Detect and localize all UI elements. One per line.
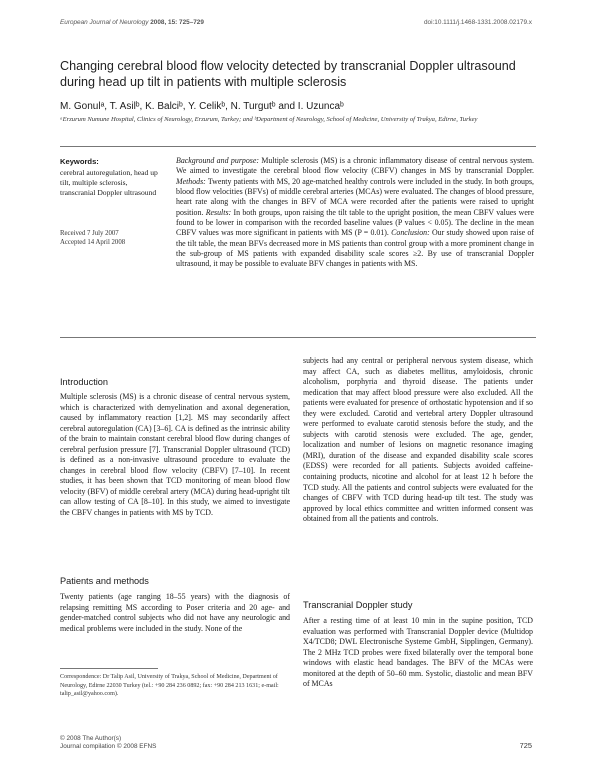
abstract-conclusion-label: Conclusion: (391, 228, 430, 238)
copyright-line: © 2008 The Author(s) (60, 735, 122, 742)
footnote-rule (60, 668, 158, 669)
page-number: 725 (519, 741, 532, 750)
tcd-heading: Transcranial Doppler study (303, 600, 413, 610)
abstract-results-text: In both groups, upon raising the tilt table to the upright position, the mean CBFV values were found to be lower in comparison with the recorded baseline values (P values < 0.05). The decline in the mean CBFV values was more significant in patients with MS (P = 0.01). (176, 207, 535, 238)
introduction-text: Multiple sclerosis (MS) is a chronic disease of central nervous system, which is characterized with demyelination and axonal degeneration, caused by inflammatory reaction [1,2]. MS may secondarily affect cerebral autoregulation (CA) [3–6]. CA is defined as the intrinsic ability of the brain to maintain constant cerebral blood flow during changes of cerebral perfusion pressure [7]. Transcranial Doppler ultrasound (TCD) is defined as a non-invasive ultrasound procedure to evaluate the changes in cerebral blood flow velocity (CBFV) [7–10]. In recent studies, it has been shown that TCD monitoring of mean blood flow velocity (BFV) of middle cerebral artery (MCA) during head-upright tilt can allow testing of CA [8–10]. In this study, we aimed to investigate the CBFV changes in patients with MS by TCD. (60, 392, 290, 518)
journal-name: European Journal of Neurology (60, 19, 149, 26)
methods-text: Twenty patients (age ranging 18–55 years) with the diagnosis of relapsing remitting MS according to Poser criteria and 20 age- and gender-matched control subjects who did not have any neurologic and medical problems were included in the study. None of the (60, 592, 290, 633)
abstract (176, 156, 534, 270)
divider-top (60, 146, 536, 147)
correspondence-note: Correspondence: Dr Talip Asil, University of Trakya, School of Medicine, Department of Neurology, Edirne 22030 Turkey (tel.: +90 284 236 0892; fax: +90 284 213 1631; e-mail: talip_asil@yahoo.com). (60, 674, 279, 698)
running-header-journal (60, 19, 204, 26)
tcd-text: After a resting time of at least 10 min in the supine position, TCD evaluation was performed with Transcranial Doppler device (Multidop X4/TCD8; DWL Electronische Systeme GmbH, Sipplingen, Germany). The 2 MHz TCD probes were fixed bilaterally over the temporal bone windows with elastic head bandages. The BFV of the MCAs were monitored at the depth of 50–60 mm. Systolic, diastolic and mean BFV of MCAs (303, 616, 533, 689)
keywords-list: cerebral autoregulation, head up tilt, multiple sclerosis, transcranial Doppler ultrasound (60, 168, 158, 197)
article-title: Changing cerebral blood flow velocity detected by transcranial Doppler ultrasound during head up tilt in patients with multiple sclerosis (60, 59, 516, 89)
accepted-date: Accepted 14 April 2008 (60, 239, 126, 246)
article-dates (60, 229, 170, 247)
right-column-text: subjects had any central or peripheral nervous system disease, which may affect CA, such as diabetes mellitus, amyloidosis, chronic alcoholism, porphyria and thyroid disease. The patients under medication that may affect blood pressure were also excluded. All the patients were evaluated for presence of orthostatic hypotension and if so they were excluded. Carotid and vertebral artery Doppler ultrasound were performed to evaluate carotid stenosis before the study, and the subjects with carotid stenosis were excluded. The age, gender, localization and number of lesions on magnetic resonance imaging (MRI), duration of the disease and expanded disability scale scores (EDSS) were recorded for all patients. Subjects avoided caffeine-containing products, nicotine and alcohol for at least 12 h before the TCD study. All the patients and control subjects were evaluated for the changes of CBFV with TCD during head-up tilt test. The study was approved by local ethics committee and written informed consent was obtained from all the patients and controls. (303, 356, 533, 524)
divider-abstract (60, 337, 536, 338)
author-list: M. Gonulᵃ, T. Asilᵇ, K. Balciᵇ, Y. Celikᵇ, N. Turgutᵇ and I. Uzuncaᵇ (60, 101, 344, 112)
introduction-heading: Introduction (60, 377, 109, 387)
abstract-background-label: Background and purpose: (176, 156, 259, 165)
abstract-results-label: Results: (205, 207, 232, 217)
abstract-methods-text: Twenty patients with MS, 20 age-matched healthy controls were included in the study. In both groups, blood flow velocities (BFVs) of middle cerebral arteries (MCAs) were evaluated. The changes of blood pressure, heart rate along with the changes in BFV of MCA were recorded after the patients were raised to upright position. (176, 176, 534, 217)
compilation-line: Journal compilation © 2008 EFNS (60, 743, 157, 751)
abstract-background-text: Multiple sclerosis (MS) is a chronic inflammatory disease of central nervous system. We aimed to investigate the cerebral blood flow velocity (CBFV) changes in MS by transcranial Doppler. (176, 156, 534, 176)
affiliations: ᵃErzurum Numune Hospital, Clinics of Neurology, Erzurum, Turkey; and ᵇDepartment of Neurology, School of Medicine, University of Trakya, Edirne, Turkey (60, 116, 478, 123)
received-date: Received 7 July 2007 (60, 230, 119, 237)
abstract-methods-label: Methods: (176, 176, 206, 186)
journal-citation: 2008, 15: 725–729 (150, 19, 204, 26)
keywords-heading: Keywords: (60, 157, 99, 166)
methods-heading: Patients and methods (60, 576, 149, 586)
abstract-conclusion-text: Our study showed upon raise of the tilt table, the mean BFVs decreased more in MS patients than control group with a more prominent change in the sub-group of MS patients with expanded disability scale scores ≥2. By use of transcranial Doppler ultrasound, it may be possible to evaluate BFV changes in patients with MS. (176, 228, 534, 269)
running-header-doi: doi:10.1111/j.1468-1331.2008.02179.x (423, 19, 532, 26)
copyright-footer (60, 735, 156, 751)
